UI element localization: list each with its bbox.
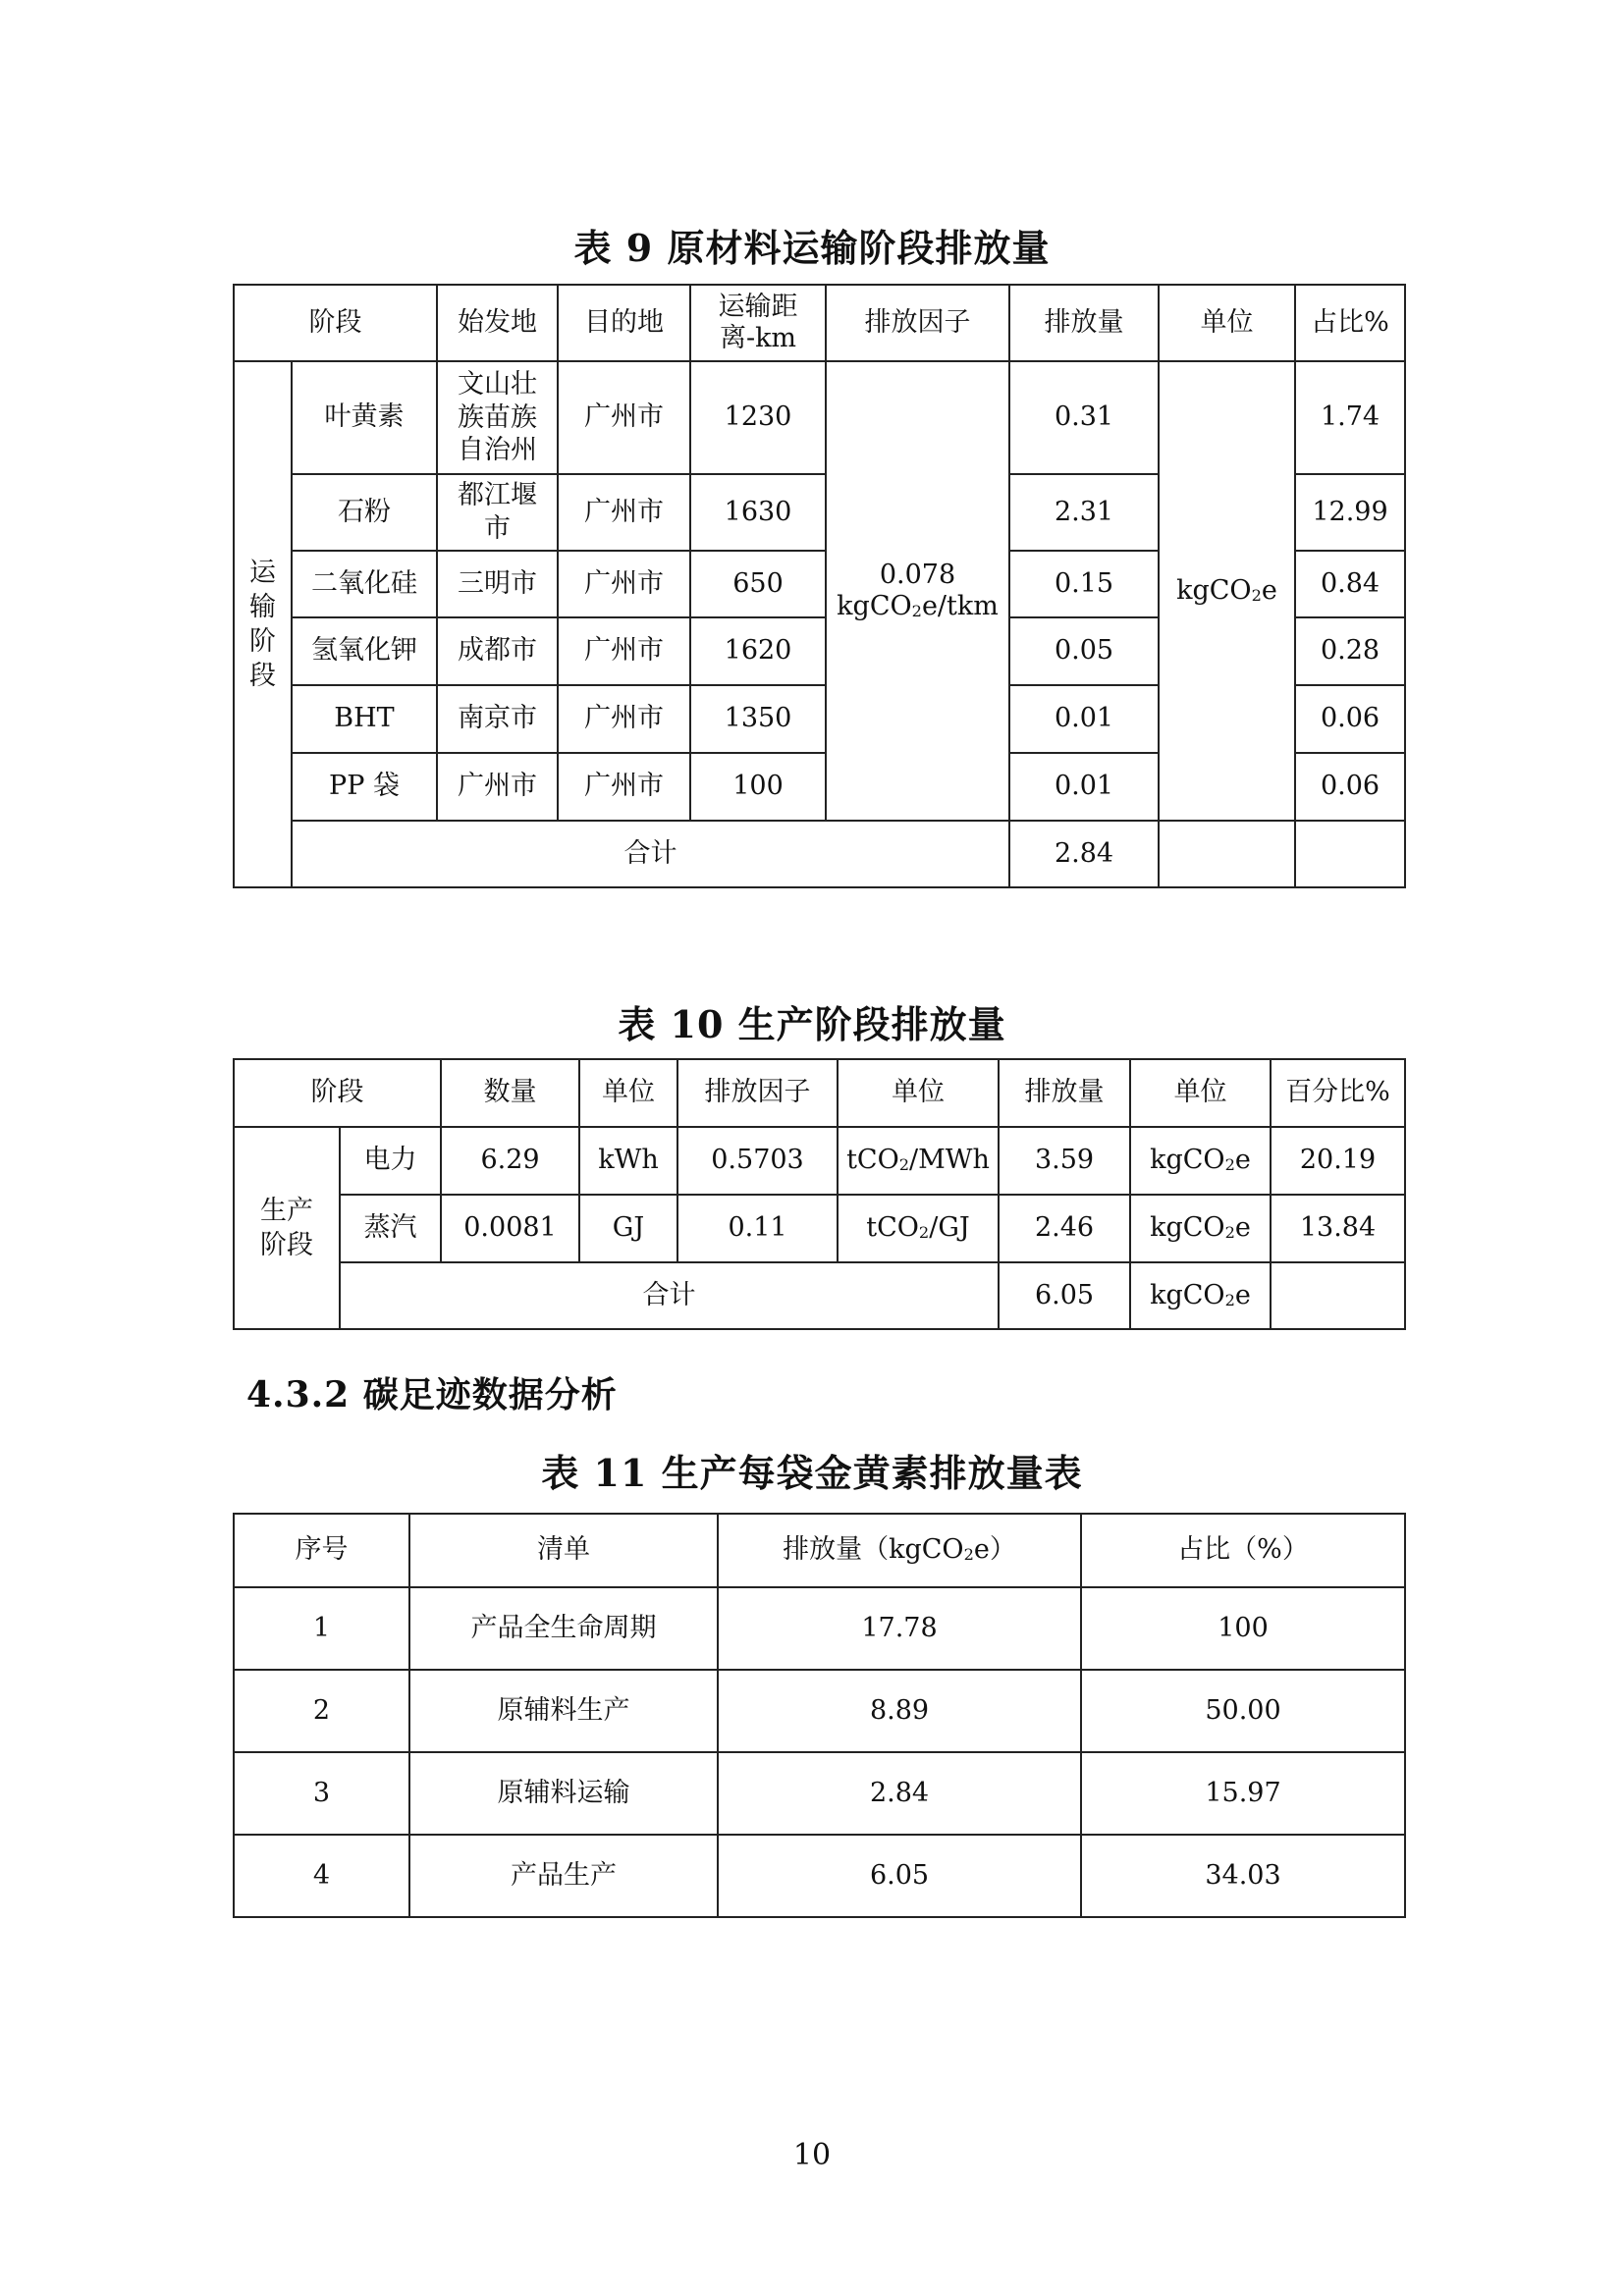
section-heading: 4.3.2 碳足迹数据分析	[246, 1374, 618, 1415]
table9-from	[437, 361, 558, 474]
table10-stage-cell	[234, 1127, 340, 1329]
table9-header-stage: 阶段	[234, 285, 437, 361]
table11-item: 产品全生命周期	[409, 1587, 718, 1670]
table9-from: 广州市	[437, 753, 558, 821]
table10-qty: 6.29	[441, 1127, 579, 1195]
table10-emission: 3.59	[999, 1127, 1130, 1195]
table11-header-row	[234, 1514, 1405, 1587]
table9-distance: 1630	[690, 474, 826, 551]
table10-total-unit: kgCO$_2$e	[1130, 1262, 1271, 1329]
table9-from: 南京市	[437, 685, 558, 753]
table11-caption: 表 11 生产每袋金黄素排放量表	[541, 1451, 1083, 1495]
table9-from	[437, 474, 558, 551]
table10-header-factor-unit: 单位	[838, 1059, 999, 1127]
table9-name: 石粉	[292, 474, 437, 551]
table10-factor: 0.11	[677, 1195, 838, 1262]
table-row	[234, 1752, 1405, 1835]
table11-header-item: 清单	[409, 1514, 718, 1587]
table9-from-text: 都江堰市	[458, 480, 537, 544]
table10-header-pct: 百分比%	[1271, 1059, 1405, 1127]
table10-unit: kgCO$_2$e	[1130, 1195, 1271, 1262]
table10-emission: 2.46	[999, 1195, 1130, 1262]
table9-pct: 0.84	[1295, 551, 1405, 617]
table11-item: 产品生产	[409, 1835, 718, 1917]
table9-factor-unit: kgCO$_2$e/tkm	[837, 591, 999, 621]
table-row	[234, 361, 1405, 474]
table-row	[234, 1587, 1405, 1670]
table10-total-value: 6.05	[999, 1262, 1130, 1329]
table11-no: 4	[234, 1835, 409, 1917]
table9-emission: 2.31	[1009, 474, 1159, 551]
table9-pct: 0.06	[1295, 753, 1405, 821]
table9-pct: 12.99	[1295, 474, 1405, 551]
table10-caption: 表 10 生产阶段排放量	[618, 1002, 1006, 1046]
table-row	[234, 1670, 1405, 1752]
table9-to: 广州市	[558, 753, 690, 821]
table9-factor-value: 0.078	[879, 559, 956, 590]
table9-emission: 0.31	[1009, 361, 1159, 474]
table11-emission: 17.78	[718, 1587, 1081, 1670]
table9-stage-cell	[234, 361, 292, 887]
table9-total-value: 2.84	[1009, 821, 1159, 887]
table9-pct: 0.06	[1295, 685, 1405, 753]
table9-emission: 0.15	[1009, 551, 1159, 617]
table9-header-distance-l2: 离-km	[719, 323, 797, 353]
table11	[233, 1513, 1406, 1918]
table10-header-factor: 排放因子	[677, 1059, 838, 1127]
table9-to: 广州市	[558, 551, 690, 617]
table9-header-row	[234, 285, 1405, 361]
table10-name: 蒸汽	[340, 1195, 441, 1262]
table11-item: 原辅料生产	[409, 1670, 718, 1752]
table9-emission: 0.01	[1009, 753, 1159, 821]
table9-total-unit	[1159, 821, 1295, 887]
table9-to: 广州市	[558, 685, 690, 753]
table-row	[234, 1127, 1405, 1195]
table11-emission: 8.89	[718, 1670, 1081, 1752]
table9-factor-cell	[826, 361, 1009, 821]
table9-distance: 1230	[690, 361, 826, 474]
table11-no: 1	[234, 1587, 409, 1670]
table10-factor: 0.5703	[677, 1127, 838, 1195]
table11-item: 原辅料运输	[409, 1752, 718, 1835]
table9-distance: 1620	[690, 617, 826, 685]
table9-header-distance	[690, 285, 826, 361]
table9	[233, 284, 1406, 888]
table10-header-qty-unit: 单位	[579, 1059, 677, 1127]
table11-no: 2	[234, 1670, 409, 1752]
table10-unit: kgCO$_2$e	[1130, 1127, 1271, 1195]
table11-pct: 15.97	[1081, 1752, 1405, 1835]
table9-emission: 0.01	[1009, 685, 1159, 753]
table9-caption: 表 9 原材料运输阶段排放量	[573, 226, 1051, 270]
table9-pct: 1.74	[1295, 361, 1405, 474]
table9-header-distance-l1: 运输距	[718, 291, 798, 322]
table9-distance: 650	[690, 551, 826, 617]
table9-name: PP 袋	[292, 753, 437, 821]
table9-total-label: 合计	[292, 821, 1009, 887]
table11-header-pct: 占比（%）	[1081, 1514, 1405, 1587]
table11-no: 3	[234, 1752, 409, 1835]
table9-distance: 100	[690, 753, 826, 821]
table10-header-qty: 数量	[441, 1059, 579, 1127]
table9-header-emission: 排放量	[1009, 285, 1159, 361]
table9-unit: kgCO$_2$e	[1176, 574, 1277, 606]
table9-name: BHT	[292, 685, 437, 753]
table9-total-row	[234, 821, 1405, 887]
table11-header-emission: 排放量（kgCO$_2$e）	[718, 1514, 1081, 1587]
table10-total-pct	[1271, 1262, 1405, 1329]
table11-emission: 6.05	[718, 1835, 1081, 1917]
table9-emission: 0.05	[1009, 617, 1159, 685]
table10-qty: 0.0081	[441, 1195, 579, 1262]
table9-header-pct: 占比%	[1295, 285, 1405, 361]
table9-to: 广州市	[558, 474, 690, 551]
table10-header-stage: 阶段	[234, 1059, 441, 1127]
table11-pct: 100	[1081, 1587, 1405, 1670]
table10-header-row	[234, 1059, 1405, 1127]
table9-header-unit: 单位	[1159, 285, 1295, 361]
table-row	[234, 1195, 1405, 1262]
table10-total-row	[234, 1262, 1405, 1329]
table10-total-label: 合计	[340, 1262, 999, 1329]
table10-pct: 20.19	[1271, 1127, 1405, 1195]
table9-to: 广州市	[558, 617, 690, 685]
table10-factor-unit: tCO$_2$/MWh	[838, 1127, 999, 1195]
table9-pct: 0.28	[1295, 617, 1405, 685]
table9-name: 叶黄素	[292, 361, 437, 474]
table10-qty-unit: kWh	[579, 1127, 677, 1195]
page-number: 10	[792, 2138, 832, 2172]
table9-total-pct	[1295, 821, 1405, 887]
table10-qty-unit: GJ	[579, 1195, 677, 1262]
table9-header-factor: 排放因子	[826, 285, 1009, 361]
table9-header-from: 始发地	[437, 285, 558, 361]
table11-pct: 50.00	[1081, 1670, 1405, 1752]
table11-emission: 2.84	[718, 1752, 1081, 1835]
table10	[233, 1058, 1406, 1330]
table10-pct: 13.84	[1271, 1195, 1405, 1262]
table10-factor-unit: tCO$_2$/GJ	[838, 1195, 999, 1262]
table9-header-to: 目的地	[558, 285, 690, 361]
table10-stage-label: 生产阶段	[260, 1195, 313, 1260]
table9-from-text: 文山壮族苗族自治州	[458, 368, 537, 466]
table11-pct: 34.03	[1081, 1835, 1405, 1917]
table10-header-emission: 排放量	[999, 1059, 1130, 1127]
table9-name: 二氧化硅	[292, 551, 437, 617]
table9-stage-label: 运输阶段	[249, 557, 276, 692]
table-row	[234, 1835, 1405, 1917]
table9-distance: 1350	[690, 685, 826, 753]
table9-unit-cell	[1159, 361, 1295, 821]
table9-to: 广州市	[558, 361, 690, 474]
table9-from: 三明市	[437, 551, 558, 617]
table9-from: 成都市	[437, 617, 558, 685]
table10-header-unit: 单位	[1130, 1059, 1271, 1127]
table10-name: 电力	[340, 1127, 441, 1195]
table9-name: 氢氧化钾	[292, 617, 437, 685]
table11-header-no: 序号	[234, 1514, 409, 1587]
